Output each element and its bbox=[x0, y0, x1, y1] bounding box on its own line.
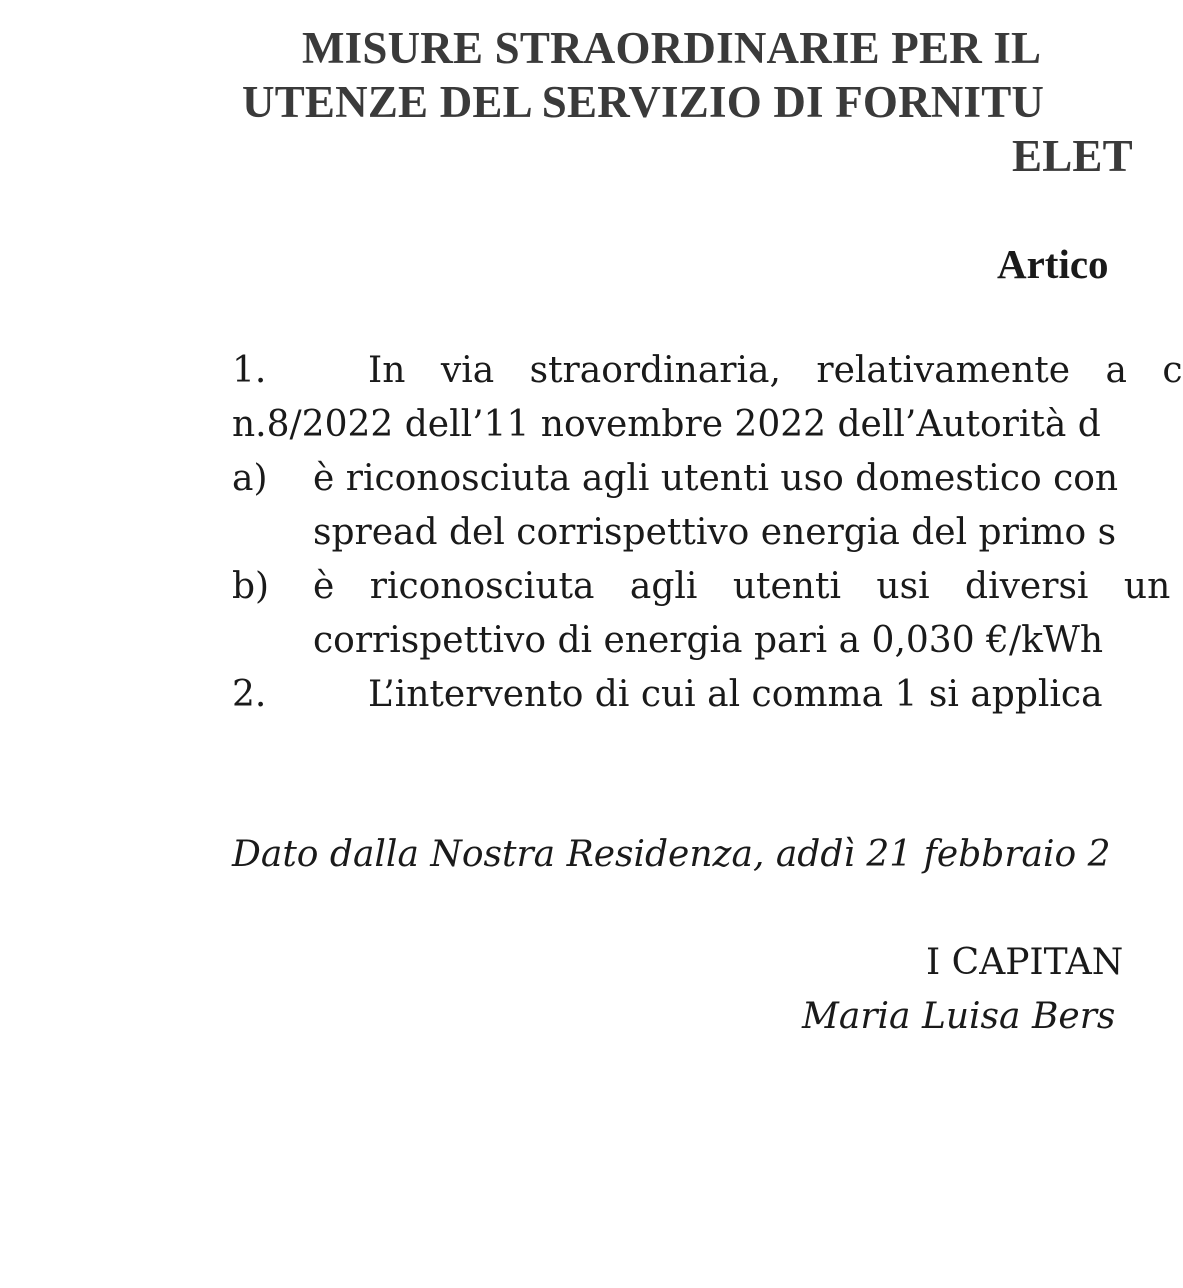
item-b-marker: b) bbox=[232, 566, 270, 607]
decree-title-line-3: ELET bbox=[1012, 131, 1133, 181]
decree-title-line-1: MISURE STRAORDINARIE PER IL bbox=[302, 23, 1042, 73]
signature-office: I CAPITAN bbox=[926, 942, 1124, 983]
article-heading: Artico bbox=[997, 241, 1109, 287]
paragraph-1-line-1: In via straordinaria, relativamente a c bbox=[368, 350, 1183, 391]
item-b-line-1: è riconosciuta agli utenti usi diversi un bbox=[313, 566, 1171, 607]
item-a-line-2: spread del corrispettivo energia del primo s bbox=[313, 512, 1117, 553]
item-a-marker: a) bbox=[232, 458, 268, 499]
paragraph-1-line-2: n.8/2022 dell’11 novembre 2022 dell’Autorità d bbox=[232, 404, 1101, 445]
paragraph-1-number: 1. bbox=[232, 350, 267, 391]
decree-title-line-2: UTENZE DEL SERVIZIO DI FORNITU bbox=[242, 77, 1045, 127]
signature-name: Maria Luisa Bers bbox=[802, 996, 1116, 1037]
paragraph-2-number: 2. bbox=[232, 674, 267, 715]
item-b-line-2: corrispettivo di energia pari a 0,030 €/kWh bbox=[313, 620, 1104, 661]
given-at-line: Dato dalla Nostra Residenza, addì 21 febbraio 2 bbox=[232, 834, 1111, 875]
item-a-line-1: è riconosciuta agli utenti uso domestico con bbox=[313, 458, 1119, 499]
paragraph-2-line-1: L’intervento di cui al comma 1 si applica bbox=[368, 674, 1103, 715]
